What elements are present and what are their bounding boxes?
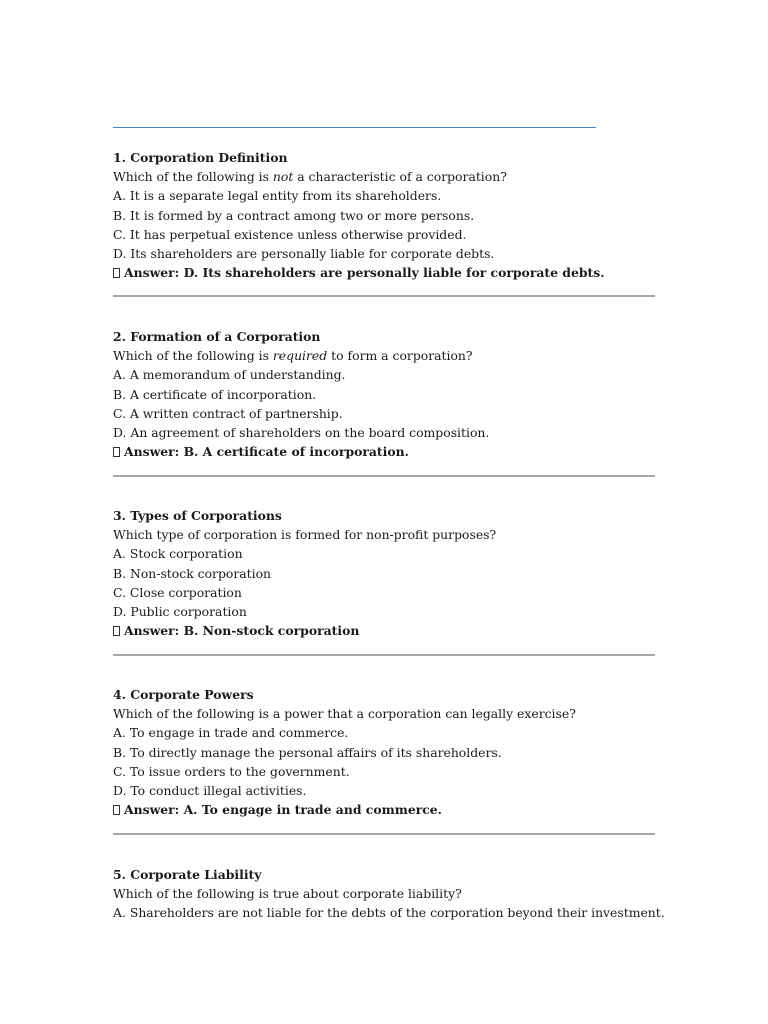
checkbox-icon xyxy=(113,447,120,457)
section-divider xyxy=(113,833,655,835)
option-b: B. Non-stock corporation xyxy=(113,565,272,581)
option-a: A. To engage in trade and commerce. xyxy=(113,725,349,741)
option-c: C. To issue orders to the government. xyxy=(113,763,350,779)
option-a: A. It is a separate legal entity from its shareholders. xyxy=(113,188,442,204)
question-title: 2. Formation of a Corporation xyxy=(113,329,321,344)
answer-line xyxy=(113,263,673,282)
prompt-text: a characteristic of a corporation? xyxy=(293,169,507,185)
answer-line xyxy=(113,442,673,461)
prompt-text: to form a corporation? xyxy=(327,348,473,364)
checkbox-icon xyxy=(113,268,120,278)
answer-text: Answer: A. To engage in trade and commerce. xyxy=(124,802,442,818)
answer-text: Answer: D. Its shareholders are personally liable for corporate debts. xyxy=(124,265,605,281)
question-prompt xyxy=(113,346,673,365)
answer-line xyxy=(113,621,673,640)
option-b: B. To directly manage the personal affairs of its shareholders. xyxy=(113,744,502,760)
option-c: C. It has perpetual existence unless otherwise provided. xyxy=(113,226,467,242)
option-d: D. An agreement of shareholders on the board composition. xyxy=(113,425,490,441)
answer-text: Answer: B. Non-stock corporation xyxy=(124,623,360,639)
prompt-emphasis: required xyxy=(272,348,328,364)
question-title: 4. Corporate Powers xyxy=(113,687,254,702)
question-3 xyxy=(113,506,673,640)
checkbox-icon xyxy=(113,626,120,636)
option-d: D. Public corporation xyxy=(113,604,247,620)
checkbox-icon xyxy=(113,805,120,815)
section-divider xyxy=(113,475,655,477)
option-a: A. Stock corporation xyxy=(113,546,243,562)
question-prompt xyxy=(113,167,673,186)
option-c: C. Close corporation xyxy=(113,584,242,600)
question-prompt: Which of the following is a power that a corporation can legally exercise? xyxy=(113,706,576,722)
question-title: 3. Types of Corporations xyxy=(113,508,282,523)
prompt-text: Which of the following is xyxy=(113,169,273,185)
option-b: B. It is formed by a contract among two or more persons. xyxy=(113,207,475,223)
question-prompt: Which of the following is true about corporate liability? xyxy=(113,886,462,902)
question-title: 5. Corporate Liability xyxy=(113,867,262,882)
prompt-emphasis: not xyxy=(272,169,294,185)
top-horizontal-rule xyxy=(113,127,596,128)
option-d: D. Its shareholders are personally liable for corporate debts. xyxy=(113,246,495,262)
option-c: C. A written contract of partnership. xyxy=(113,405,343,421)
question-5 xyxy=(113,865,673,923)
question-4 xyxy=(113,685,673,819)
section-divider xyxy=(113,295,655,297)
question-2 xyxy=(113,327,673,461)
question-1 xyxy=(113,148,673,282)
option-b: B. A certificate of incorporation. xyxy=(113,386,317,402)
option-a: A. Shareholders are not liable for the debts of the corporation beyond their investment. xyxy=(113,905,665,921)
answer-line xyxy=(113,800,673,819)
question-title: 1. Corporation Definition xyxy=(113,150,288,165)
answer-text: Answer: B. A certificate of incorporation. xyxy=(124,444,409,460)
option-d: D. To conduct illegal activities. xyxy=(113,783,307,799)
question-prompt: Which type of corporation is formed for non-profit purposes? xyxy=(113,527,497,543)
prompt-text: Which of the following is xyxy=(113,348,273,364)
option-a: A. A memorandum of understanding. xyxy=(113,367,346,383)
section-divider xyxy=(113,654,655,656)
